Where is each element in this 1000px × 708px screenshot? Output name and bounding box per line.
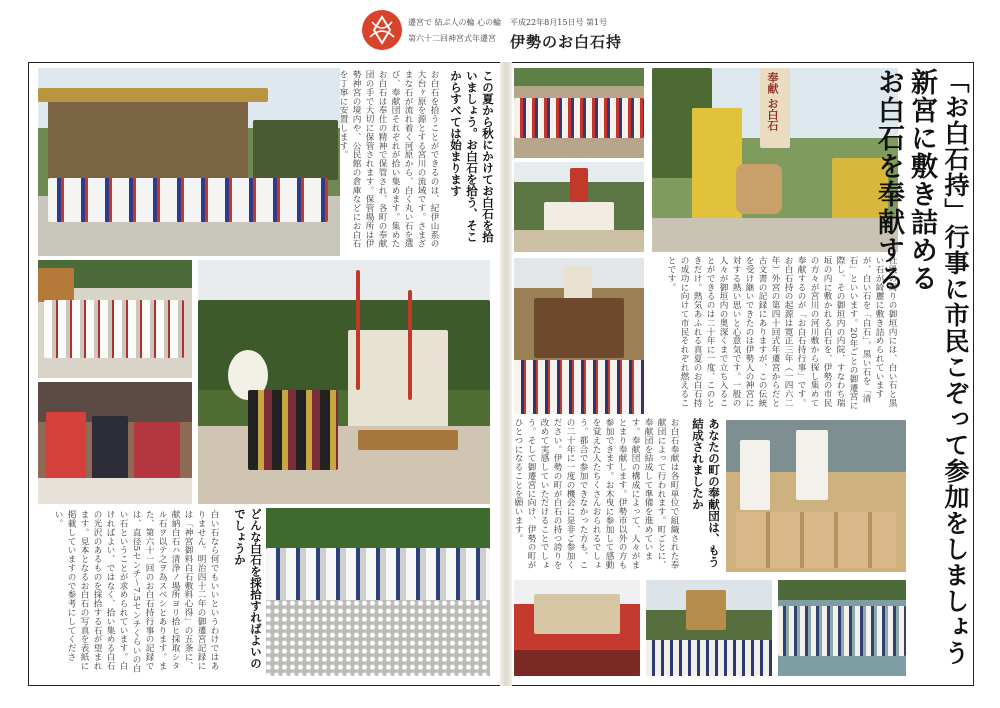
photo-decorated-cart [514, 162, 644, 252]
photo-parade-float [198, 260, 490, 504]
photo-stones-line [38, 260, 192, 378]
photo-buckets [726, 420, 906, 572]
photo-town-float [646, 580, 772, 676]
sign-text: 奉献 お白石 [766, 72, 779, 131]
headline-line2: 「お白石持」行事に市民こぞって参加をしましょう [941, 68, 970, 666]
section1-body: お白石を拾うことができるのは、紀伊山系の大台ヶ原を源とする宮川の流域です。さまざまな石が流れ着く河原から、白く丸い石を選び、奉献団それぞれが拾い集めます。集めたお白石は奉仕の精神で保管され、各町の奉献団の手で大切に保管されます。保管場所は伊勢神宮の境内や、公民館の倉庫などにお白石を丁寧に安置します。 [338, 70, 439, 248]
section2-title: どんな白石を採拾すればよいのでしょうか [233, 508, 263, 669]
header-motto: 遷宮で 結ぶ人の輪 心の輪 [408, 18, 502, 27]
photo-float-banner [514, 258, 644, 414]
photo-river-crowd [778, 580, 906, 676]
headline-line1: 新宮に敷き詰めるお白石を奉献する [873, 68, 937, 292]
photo-women-singing [38, 382, 192, 504]
header-series: 第六十二回神宮式年遷宮 [408, 34, 496, 43]
section2-body: 白い石なら何でもいいというわけではありません。明治四十二年の御遷宮記録には「神宮御料白石敷料心得」の五条に、献納白石ハ清浄ノ場所ヨリ拾ヒ採取シタル石ヲ以テ之ヲ為スベシとあります。また、第六十一回のお白石持行事の記録では、直径5センチ〜7.5センチくらいの白い石ということが求められています。白ければよい、ではなく、拾い集める白石の光沢のあるものを採拾する石が望まれます。見本となるお白石の写真を表紙に掲載していますので参考にしてください。 [53, 510, 219, 673]
header-title: 伊勢のお白石持 [510, 33, 623, 51]
photo-taiko-carriers [652, 68, 898, 252]
section3-title: あなたの町の奉献団は、もう結成されましたか [691, 418, 721, 568]
section1-title: この夏から秋にかけてお白石を拾いましょう。お白石を拾う、そこからすべては始まります [449, 70, 495, 243]
page-fold [500, 62, 512, 686]
intro-body: 社殿の周りの御垣内には、白い石と黒い石が綺麗に敷き詰められていますが、白い石を「白石」、黒い石を「清石」といいます。20年ごとの御遷宮に際し、その御垣内の内院、すなわち瑞垣の内に敷かれる白石を、伊勢の市民の方々が宮川の河川敷から探し集めて奉献するのが「お白石持行事」です。お白石持の起源は寛正三年（一四六二年）外宮の第四十回式年遷宮からだと古文書の記録にありますが、この伝統を受け継いできたのは伊勢人の神宮に対する熱い思いと心意気です。一般の人々が御垣内の奥深くまで立ち入ることができるのは二十年に一度、このときだけ。熱気あふれる真夏のお白石持の成功に向けて市民それぞれ燃えることです。 [666, 256, 897, 410]
section3-body: お白石奉献は各町単位で組織された奉献団によって行われます。町ごとに、奉献団を結成して準備を進めています。奉献団の構成によって、人々がまとまり奉献します。伊勢市以外の方も参加できます。お木曳に参加して感動を覚えた人たちくさんおられるでしょう。都合で参加できなかった方も、この二十年に一度の機会に是非ご参加ください。伊勢の町が白石の持つ誇りを改めて実感していただけることでしょう。そして御遷宮に向け、伊勢の町がひとつになることを願います。 [513, 418, 679, 570]
logo-seal-icon [362, 10, 402, 50]
photo-stone-pile [266, 508, 490, 676]
header-issue-date: 平成22年8月15日号 第1号 [510, 18, 608, 27]
photo-shrine-procession [38, 68, 340, 256]
photo-festival-cart [514, 580, 640, 676]
photo-crowd-street [514, 68, 644, 158]
